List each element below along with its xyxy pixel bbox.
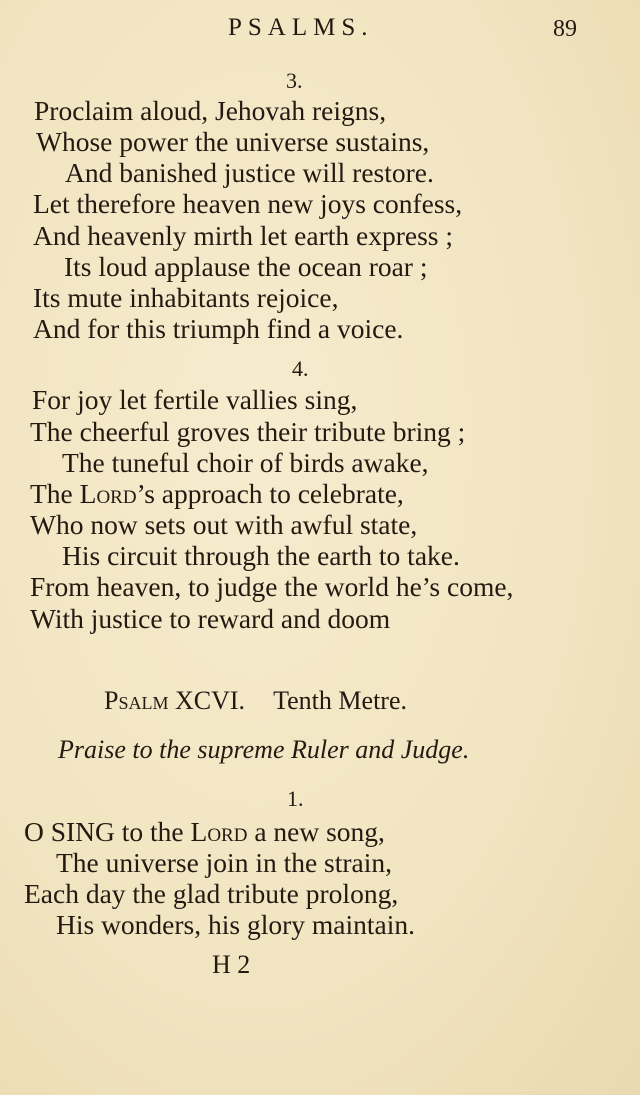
verse-line: His circuit through the earth to take.	[62, 540, 460, 571]
verse-line: Let therefore heaven new joys confess,	[33, 188, 463, 219]
lord-small-caps: Lord	[190, 816, 248, 847]
verse-line: With justice to reward and doom	[30, 603, 391, 634]
verse-line: Each day the glad tribute prolong,	[24, 878, 399, 909]
verse-line: From heaven, to judge the world he’s come,	[30, 571, 514, 602]
verse-text: The	[30, 478, 80, 509]
verse-text: a new song,	[247, 816, 385, 847]
verse-line: Proclaim aloud, Jehovah reigns,	[34, 95, 387, 126]
verse-line	[24, 818, 385, 846]
verse-line: Its mute inhabitants rejoice,	[33, 282, 339, 313]
verse-line: Its loud applause the ocean roar ;	[64, 251, 428, 282]
psalm-subtitle: Praise to the supreme Ruler and Judge.	[58, 735, 470, 764]
verse-line: And banished justice will restore.	[65, 157, 434, 188]
verse-line: The tuneful choir of birds awake,	[62, 447, 429, 478]
psalm-word: Psalm	[104, 686, 169, 715]
stanza-number-1: 1.	[287, 786, 304, 811]
psalm-number: XCVI.	[174, 686, 246, 715]
lord-small-caps: Lord	[79, 478, 137, 509]
verse-line: For joy let fertile vallies sing,	[32, 384, 358, 415]
verse-line: The universe join in the strain,	[56, 847, 393, 878]
verse-line: The cheerful groves their tribute bring ;	[30, 416, 466, 447]
verse-text: ’s approach to celebrate,	[136, 478, 404, 509]
verse-line: And for this triumph find a voice.	[33, 313, 404, 344]
stanza-number-4: 4.	[292, 356, 309, 381]
verse-line: Who now sets out with awful state,	[30, 509, 418, 540]
verse-line: And heavenly mirth let earth express ;	[33, 220, 454, 251]
page-number: 89	[553, 16, 577, 42]
psalm-heading	[104, 686, 407, 716]
stanza-number-3: 3.	[286, 68, 303, 93]
verse-line	[30, 480, 404, 508]
verse-text: O SING to the	[24, 816, 191, 847]
psalm-metre: Tenth Metre.	[273, 686, 407, 715]
running-head: PSALMS.	[228, 14, 374, 41]
verse-line: His wonders, his glory maintain.	[56, 909, 415, 940]
signature-mark: H 2	[212, 950, 251, 979]
page-header	[0, 14, 640, 50]
verse-line: Whose power the universe sustains,	[36, 126, 430, 157]
